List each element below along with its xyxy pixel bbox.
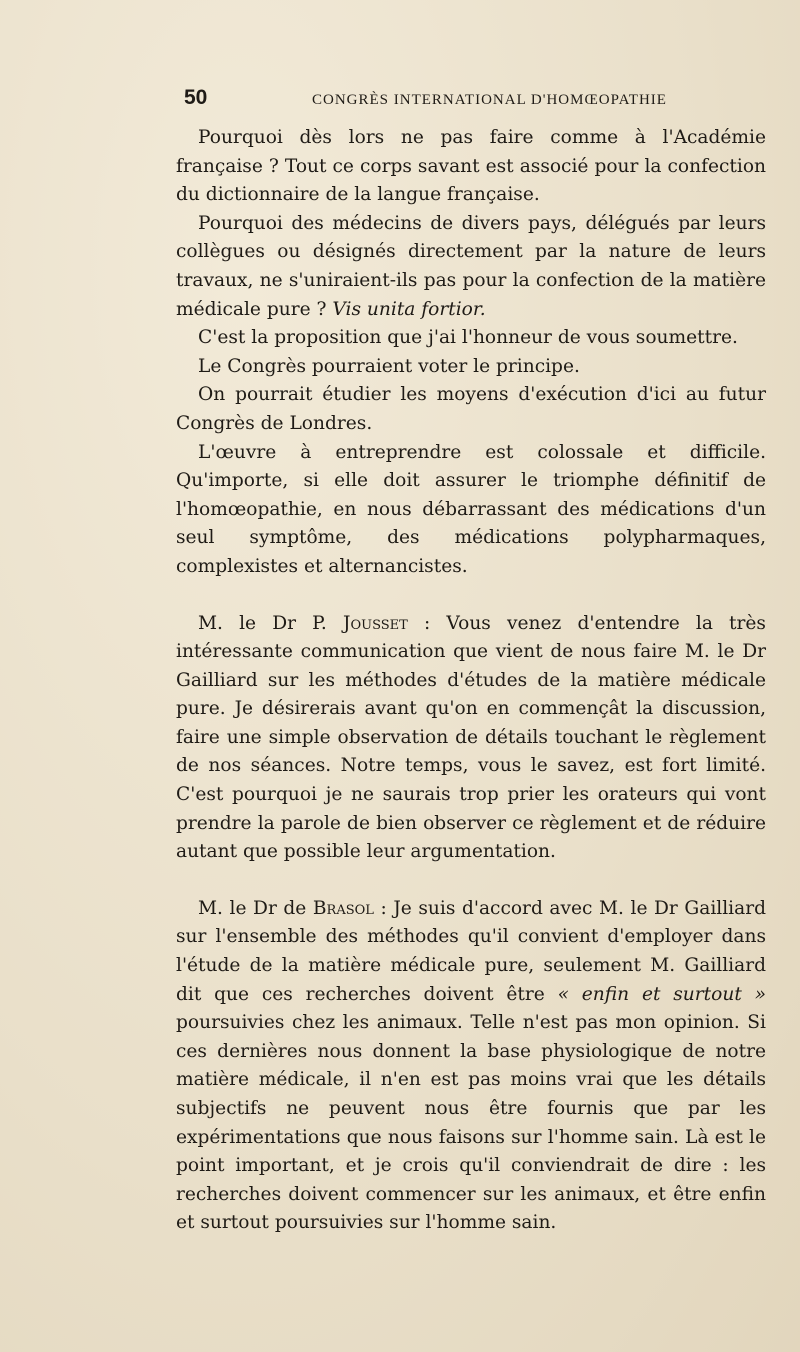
speech-jousset <box>176 610 766 867</box>
paragraph <box>176 124 766 210</box>
paragraph <box>176 439 766 582</box>
quoted-phrase: « enfin et surtout » <box>557 983 766 1005</box>
paragraph-text: C'est la proposition que j'ai l'honneur de vous soumettre. <box>198 327 738 349</box>
paragraph-text: On pourrait étudier les moyens d'exécution d'ici au futur Congrès de Londres. <box>176 384 766 434</box>
paragraph-text: Pourquoi des médecins de divers pays, délégués par leurs collègues ou désignés directement par la nature de leurs travaux, ne s'uniraient-ils pas pour la confection de la matière médicale pure ? <box>176 212 766 320</box>
speaker-prefix: M. le Dr P. <box>198 612 327 634</box>
paragraph <box>176 324 766 353</box>
speech-brasol <box>176 895 766 1238</box>
paragraph <box>176 381 766 438</box>
paragraph-text: poursuivies chez les animaux. Telle n'est pas mon opinion. Si ces dernières nous donnent la base physiologique de notre matière médicale, il n'en est pas moins vrai que les détails subjectifs ne peuvent nous être fournis que par les expérimentations que nous faisons sur l'homme sain. Là est le point important, et je crois qu'il conviendrait de dire : les recherches doivent commencer sur les animaux, et être enfin et surtout poursuivies sur l'homme sain. <box>176 1012 766 1234</box>
paragraph <box>176 210 766 324</box>
running-title: CONGRÈS INTERNATIONAL D'HOMŒOPATHIE <box>312 92 667 108</box>
speaker-separator: : <box>407 612 447 634</box>
latin-phrase: Vis unita fortior. <box>332 298 486 320</box>
paragraph-text: Pourquoi dès lors ne pas faire comme à l'Académie française ? Tout ce corps savant est associé pour la confection du dictionnaire de la langue française. <box>176 127 766 206</box>
speaker-name: Brasol <box>312 897 374 919</box>
paragraph-text: L'œuvre à entreprendre est colossale et difficile. Qu'importe, si elle doit assurer le triomphe définitif de l'homœopathie, en nous débarrassant des médications d'un seul symptôme, des médications polypharmaques, complexistes et alternancistes. <box>176 441 766 577</box>
speaker-prefix: M. le Dr de <box>198 897 307 919</box>
paragraph-text: Vous venez d'entendre la très intéressante communication que vient de nous faire M. le Dr Gailliard sur les méthodes d'études de la matière médicale pure. Je désirerais avant qu'on en commençât la discussion, faire une simple observation de détails touchant le règlement de nos séances. Notre temps, vous le savez, est fort limité. C'est pourquoi je ne saurais trop prier les orateurs qui vont prendre la parole de bien observer ce règlement et de réduire autant que possible leur argumentation. <box>176 612 766 863</box>
body-text <box>176 124 766 1238</box>
page-number: 50 <box>184 86 208 109</box>
running-head <box>184 86 764 116</box>
paragraph-text: Je suis d'accord avec M. le Dr Gailliard sur l'ensemble des méthodes qu'il convient d'employer dans l'étude de la matière médicale pure, seulement M. Gailliard dit que ces recherches doivent être <box>176 897 766 1005</box>
speaker-separator: : <box>373 897 394 919</box>
speaker-name: Jousset <box>343 612 408 634</box>
paragraph <box>176 353 766 382</box>
paragraph-text: Le Congrès pourraient voter le principe. <box>198 355 580 377</box>
